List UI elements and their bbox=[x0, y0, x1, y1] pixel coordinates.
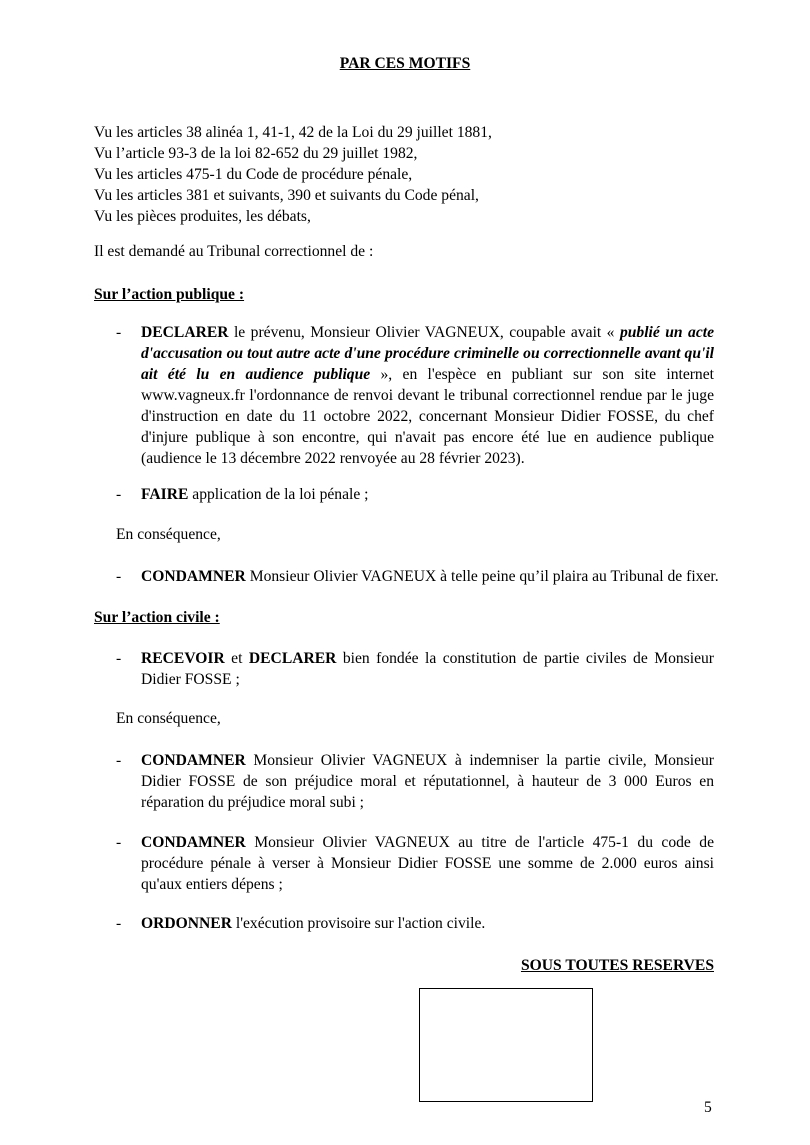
list-dash: - bbox=[116, 834, 122, 851]
request-keyword: CONDAMNER bbox=[141, 834, 246, 851]
request-text bbox=[141, 832, 714, 895]
request-text-part: », en l'espèce en publiant sur son site internet www.vagneux.fr l'ordonnance de renvoi devant le tribunal correctionnel rendue par le juge d'instruction en date du 11 octobre 2022, concernant Monsieur Didier FOSSE, du chef d'injure publique à son encontre, qui n'avait pas encore été lue en audience publique (audience le 13 décembre 2022 renvoyée au 28 février 2023). bbox=[141, 366, 714, 467]
legal-reference-line: Vu les articles 381 et suivants, 390 et suivants du Code pénal, bbox=[94, 187, 479, 204]
request-text-part: et bbox=[224, 650, 249, 667]
legal-reference-line: Vu l’article 93-3 de la loi 82-652 du 29 juillet 1982, bbox=[94, 145, 418, 162]
request-item-condamner-article-475-1 bbox=[94, 832, 714, 895]
request-keyword: CONDAMNER bbox=[141, 752, 246, 769]
document-title: PAR CES MOTIFS bbox=[339, 55, 471, 72]
request-item-condamner-indemniser bbox=[94, 750, 714, 813]
request-text bbox=[141, 648, 714, 690]
legal-reference-line: Vu les pièces produites, les débats, bbox=[94, 208, 311, 225]
list-dash: - bbox=[116, 324, 122, 341]
request-keyword: ORDONNER bbox=[141, 915, 232, 932]
request-keyword: DECLARER bbox=[248, 650, 337, 667]
request-text bbox=[141, 322, 714, 469]
request-keyword: FAIRE bbox=[141, 486, 189, 503]
closing-reserves: SOUS TOUTES RESERVES bbox=[520, 957, 714, 974]
section-heading-action-civile: Sur l’action civile : bbox=[94, 609, 220, 626]
request-text-part: application de la loi pénale ; bbox=[188, 486, 369, 503]
request-text-part: Monsieur Olivier VAGNEUX à telle peine qu’il plaira au Tribunal de fixer. bbox=[245, 568, 719, 585]
request-text bbox=[141, 750, 714, 813]
consequence-text: En conséquence, bbox=[116, 526, 221, 543]
list-dash: - bbox=[116, 915, 122, 932]
legal-reference-line: Vu les articles 475-1 du Code de procédure pénale, bbox=[94, 166, 413, 183]
request-item-recevoir-declarer bbox=[94, 648, 714, 690]
section-heading-action-publique: Sur l’action publique : bbox=[94, 286, 245, 303]
request-item-declarer-coupable bbox=[94, 322, 714, 469]
signature-box bbox=[419, 988, 593, 1102]
request-text bbox=[141, 913, 714, 934]
request-keyword: CONDAMNER bbox=[141, 568, 246, 585]
request-text bbox=[141, 484, 714, 505]
request-item-faire-application bbox=[94, 484, 714, 505]
quoted-offense: publié un acte d'accusation ou tout autre acte d'une procédure criminelle ou correctionnelle avant qu'il ait été lu en audience publique bbox=[141, 324, 714, 383]
request-keyword: RECEVOIR bbox=[141, 650, 225, 667]
page-number: 5 bbox=[704, 1099, 712, 1116]
request-keyword: DECLARER bbox=[141, 324, 229, 341]
intro-paragraph: Il est demandé au Tribunal correctionnel de : bbox=[94, 243, 374, 260]
consequence-text: En conséquence, bbox=[116, 710, 221, 727]
list-dash: - bbox=[116, 752, 122, 769]
list-dash: - bbox=[116, 568, 122, 585]
list-dash: - bbox=[116, 650, 122, 667]
request-item-ordonner-execution bbox=[94, 913, 714, 934]
request-text bbox=[141, 566, 719, 587]
request-item-condamner-peine bbox=[94, 566, 719, 587]
request-text-part: Monsieur Olivier VAGNEUX au titre de l'article 475-1 du code de procédure pénale à verser à Monsieur Didier FOSSE une somme de 2.000 euros ainsi qu'aux entiers dépens ; bbox=[141, 834, 714, 893]
request-text-part: l'exécution provisoire sur l'action civile. bbox=[231, 915, 486, 932]
legal-reference-line: Vu les articles 38 alinéa 1, 41-1, 42 de la Loi du 29 juillet 1881, bbox=[94, 124, 492, 141]
request-text-part: bien fondée la constitution de partie civiles de Monsieur Didier FOSSE ; bbox=[141, 650, 714, 688]
request-text-part: le prévenu, Monsieur Olivier VAGNEUX, coupable avait « bbox=[228, 324, 620, 341]
list-dash: - bbox=[116, 486, 122, 503]
legal-references bbox=[94, 122, 734, 227]
request-text-part: Monsieur Olivier VAGNEUX à indemniser la partie civile, Monsieur Didier FOSSE de son préjudice moral et réputationnel, à hauteur de 3 000 Euros en réparation du préjudice moral subi ; bbox=[141, 752, 714, 811]
